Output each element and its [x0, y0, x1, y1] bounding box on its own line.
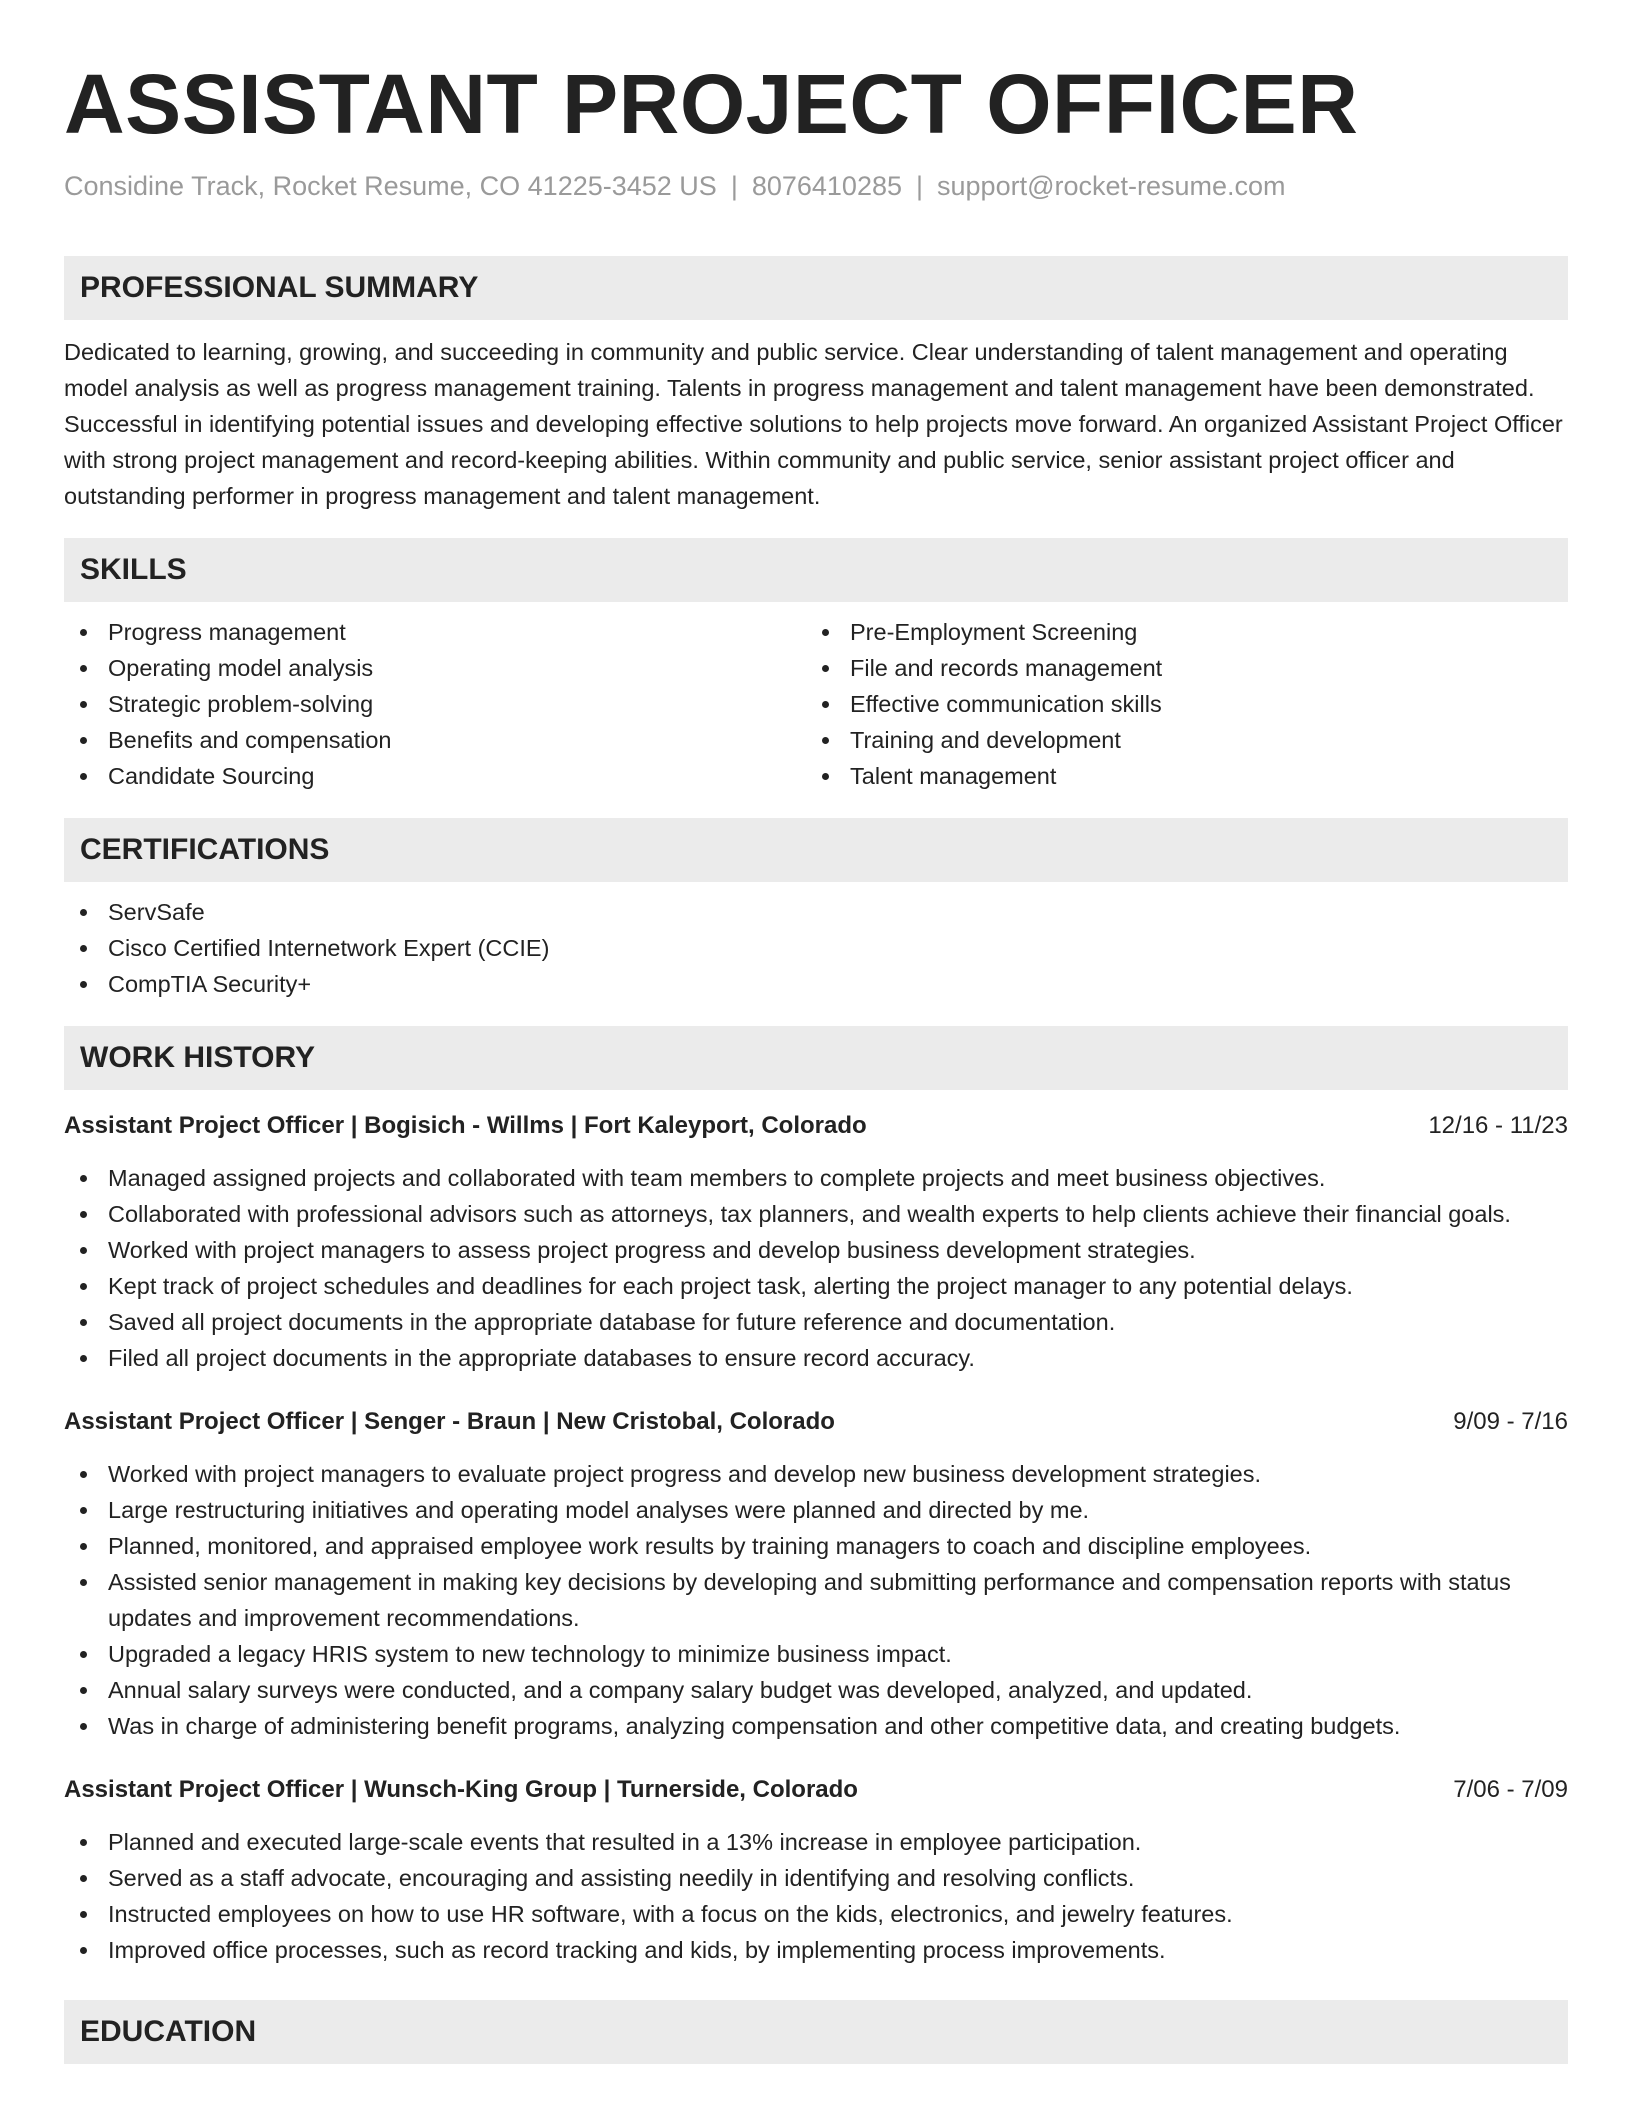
certifications-list: [64, 894, 1568, 1002]
skill-item: Strategic problem-solving: [64, 686, 806, 722]
page-title: ASSISTANT PROJECT OFFICER: [64, 57, 1359, 151]
job-bullet: Managed assigned projects and collaborated with team members to complete projects and meet business objectives.: [64, 1160, 1568, 1196]
job-bullet: Was in charge of administering benefit programs, analyzing compensation and other competitive data, and creating budgets.: [64, 1708, 1568, 1744]
job-entry: [64, 1404, 1568, 1744]
job-bullet: Improved office processes, such as record tracking and kids, by implementing process improvements.: [64, 1932, 1568, 1968]
job-bullet: Worked with project managers to assess project progress and develop business development strategies.: [64, 1232, 1568, 1268]
job-bullet: Annual salary surveys were conducted, and a company salary budget was developed, analyzed, and updated.: [64, 1672, 1568, 1708]
job-dates: 7/06 - 7/09: [1453, 1776, 1568, 1803]
skills-grid: [64, 614, 1568, 794]
job-dates: 9/09 - 7/16: [1453, 1408, 1568, 1435]
contact-separator: |: [730, 171, 738, 201]
job-bullet: Assisted senior management in making key decisions by developing and submitting performance and compensation reports with status updates and improvement recommendations.: [64, 1564, 1568, 1636]
work-history-heading: WORK HISTORY: [64, 1026, 1568, 1090]
job-title: Assistant Project Officer | Wunsch-King Group | Turnerside, Colorado: [64, 1776, 858, 1803]
job-bullets: [64, 1160, 1568, 1376]
skill-item: Operating model analysis: [64, 650, 806, 686]
job-bullet: Collaborated with professional advisors such as attorneys, tax planners, and wealth experts to help clients achieve their financial goals.: [64, 1196, 1568, 1232]
job-header: [64, 1772, 1568, 1808]
job-dates: 12/16 - 11/23: [1428, 1112, 1568, 1139]
skills-list-right: [806, 614, 1548, 794]
certification-item: Cisco Certified Internetwork Expert (CCIE): [64, 930, 1568, 966]
job-bullet: Saved all project documents in the appropriate database for future reference and documentation.: [64, 1304, 1568, 1340]
skill-item: Effective communication skills: [806, 686, 1548, 722]
contact-separator: |: [916, 171, 924, 201]
skill-item: Progress management: [64, 614, 806, 650]
job-bullet: Served as a staff advocate, encouraging and assisting needily in identifying and resolving conflicts.: [64, 1860, 1568, 1896]
skill-item: Candidate Sourcing: [64, 758, 806, 794]
job-bullet: Upgraded a legacy HRIS system to new technology to minimize business impact.: [64, 1636, 1568, 1672]
contact-email[interactable]: support@rocket-resume.com: [937, 171, 1286, 201]
job-header: [64, 1404, 1568, 1440]
job-bullet: Planned and executed large-scale events that resulted in a 13% increase in employee participation.: [64, 1824, 1568, 1860]
job-bullet: Filed all project documents in the appropriate databases to ensure record accuracy.: [64, 1340, 1568, 1376]
skill-item: File and records management: [806, 650, 1548, 686]
skill-item: Benefits and compensation: [64, 722, 806, 758]
job-bullets: [64, 1824, 1568, 1968]
job-header: [64, 1108, 1568, 1144]
job-bullets: [64, 1456, 1568, 1744]
certification-item: CompTIA Security+: [64, 966, 1568, 1002]
job-entry: [64, 1108, 1568, 1376]
contact-line: [64, 168, 1568, 204]
certifications-heading: CERTIFICATIONS: [64, 818, 1568, 882]
education-heading: EDUCATION: [64, 2000, 1568, 2064]
certification-item: ServSafe: [64, 894, 1568, 930]
job-bullet: Large restructuring initiatives and operating model analyses were planned and directed by me.: [64, 1492, 1568, 1528]
skill-item: Training and development: [806, 722, 1548, 758]
skills-list-left: [64, 614, 806, 794]
job-title: Assistant Project Officer | Bogisich - Willms | Fort Kaleyport, Colorado: [64, 1112, 867, 1139]
skill-item: Talent management: [806, 758, 1548, 794]
summary-heading: PROFESSIONAL SUMMARY: [64, 256, 1568, 320]
job-bullet: Worked with project managers to evaluate project progress and develop new business development strategies.: [64, 1456, 1568, 1492]
job-bullet: Instructed employees on how to use HR software, with a focus on the kids, electronics, and jewelry features.: [64, 1896, 1568, 1932]
contact-address: Considine Track, Rocket Resume, CO 41225-3452 US: [64, 171, 717, 201]
contact-phone: 8076410285: [751, 171, 902, 201]
skills-heading: SKILLS: [64, 538, 1568, 602]
job-bullet: Kept track of project schedules and deadlines for each project task, alerting the project manager to any potential delays.: [64, 1268, 1568, 1304]
job-entry: [64, 1772, 1568, 1968]
summary-text: Dedicated to learning, growing, and succeeding in community and public service. Clear understanding of talent management and operating model analysis as well as progress management training. Talents in progress management and talent management have been demonstrated. Successful in identifying potential issues and developing effective solutions to help projects move forward. An organized Assistant Project Officer with strong project management and record-keeping abilities. Within community and public service, senior assistant project officer and outstanding performer in progress management and talent management.: [64, 339, 1563, 509]
skill-item: Pre-Employment Screening: [806, 614, 1548, 650]
job-title: Assistant Project Officer | Senger - Braun | New Cristobal, Colorado: [64, 1408, 835, 1435]
job-bullet: Planned, monitored, and appraised employee work results by training managers to coach and discipline employees.: [64, 1528, 1568, 1564]
